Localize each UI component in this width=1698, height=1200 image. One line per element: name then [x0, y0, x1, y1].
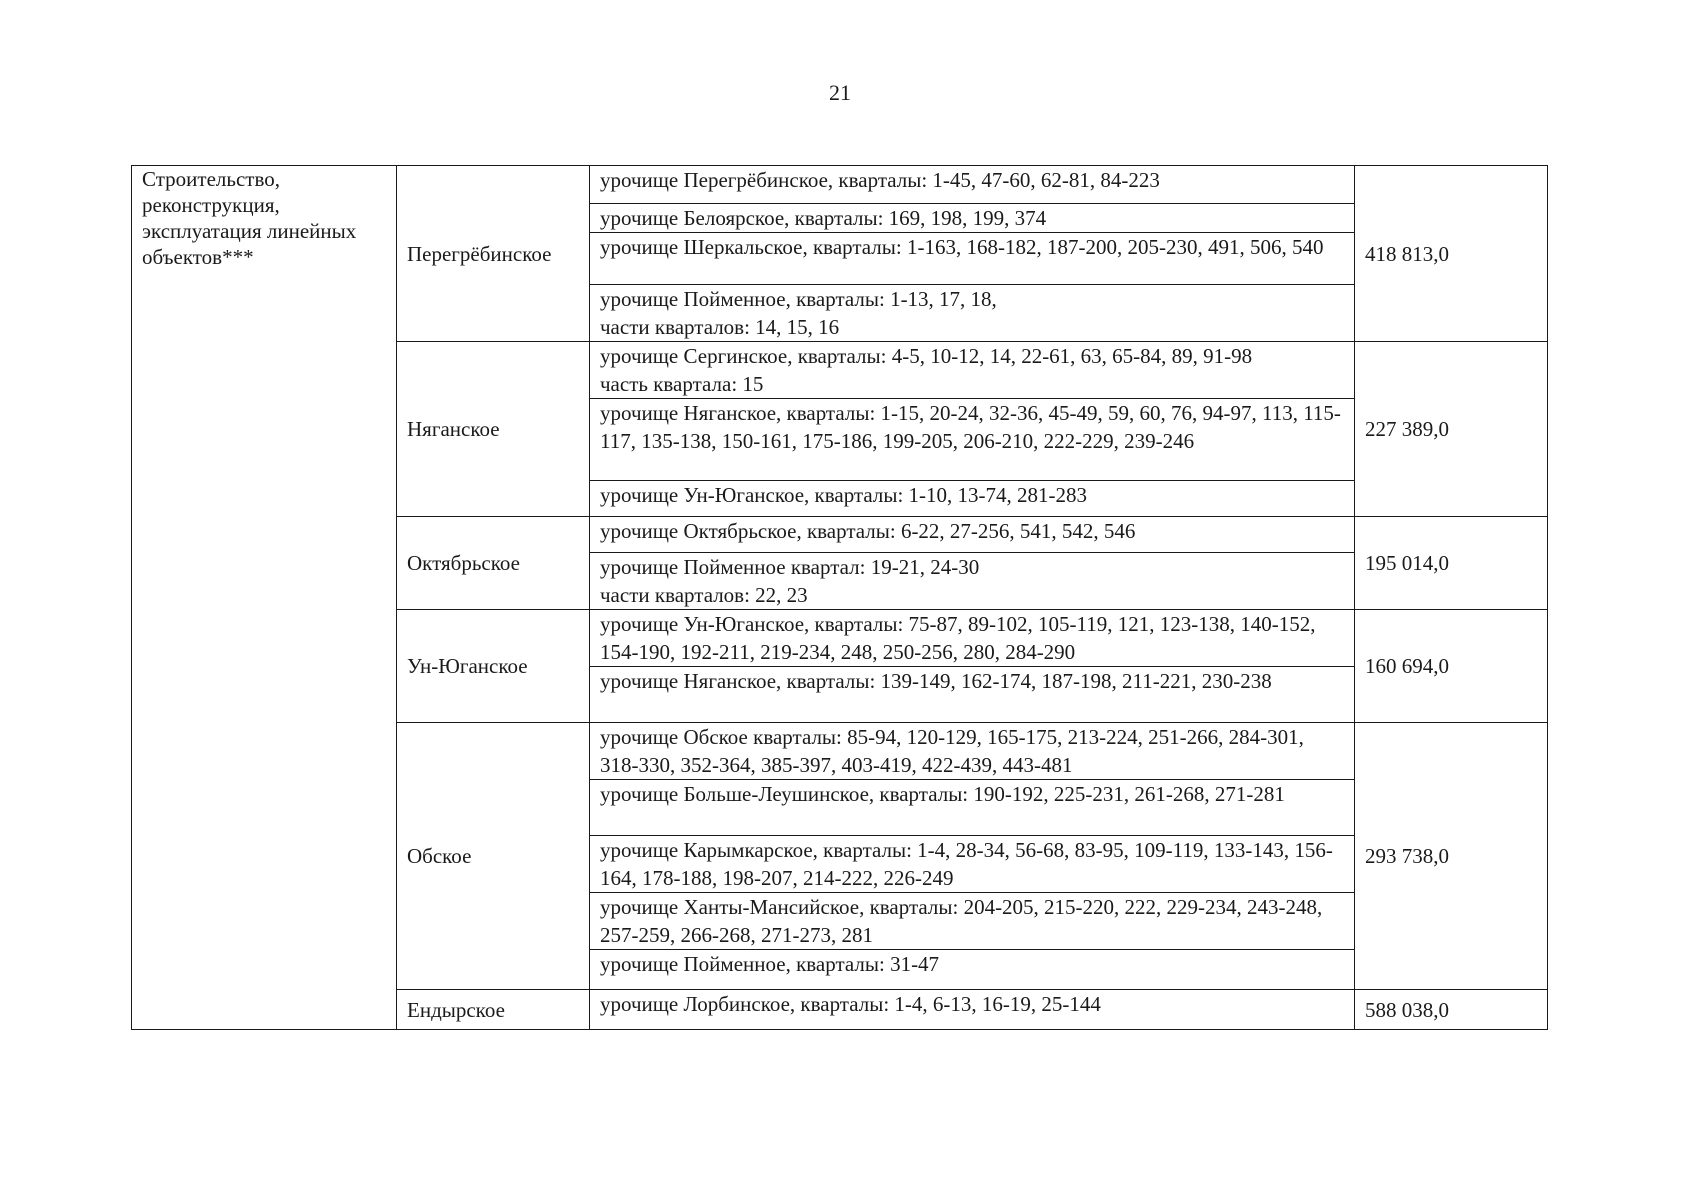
area-cell: 195 014,0 — [1355, 517, 1548, 610]
forestry-cell: Октябрьское — [397, 517, 590, 610]
page-number: 21 — [829, 80, 851, 105]
table-row — [132, 166, 1548, 204]
forestry-cell: Обское — [397, 723, 590, 990]
tract-cell: урочище Пойменное квартал: 19-21, 24-30 части кварталов: 22, 23 — [590, 553, 1355, 610]
purpose-cell: Строительство, реконструкция, эксплуатация линейных объектов*** — [132, 166, 397, 1030]
tract-cell: урочище Ун-Юганское, кварталы: 1-10, 13-74, 281-283 — [590, 481, 1355, 517]
tract-cell: урочище Шеркальское, кварталы: 1-163, 168-182, 187-200, 205-230, 491, 506, 540 — [590, 233, 1355, 285]
tract-cell: урочище Ханты-Мансийское, кварталы: 204-205, 215-220, 222, 229-234, 243-248, 257-259, 266-268, 271-273, 281 — [590, 893, 1355, 950]
tract-cell: урочище Белоярское, кварталы: 169, 198, 199, 374 — [590, 204, 1355, 233]
forestry-cell: Перегрёбинское — [397, 166, 590, 342]
tract-cell: урочище Карымкарское, кварталы: 1-4, 28-34, 56-68, 83-95, 109-119, 133-143, 156-164, 178-188, 198-207, 214-222, 226-249 — [590, 836, 1355, 893]
area-cell: 293 738,0 — [1355, 723, 1548, 990]
area-cell: 227 389,0 — [1355, 342, 1548, 517]
tract-cell: урочище Няганское, кварталы: 139-149, 162-174, 187-198, 211-221, 230-238 — [590, 667, 1355, 723]
tract-cell: урочище Сергинское, кварталы: 4-5, 10-12, 14, 22-61, 63, 65-84, 89, 91-98 часть квартала: 15 — [590, 342, 1355, 399]
area-cell: 160 694,0 — [1355, 610, 1548, 723]
tract-cell: урочище Няганское, кварталы: 1-15, 20-24, 32-36, 45-49, 59, 60, 76, 94-97, 113, 115-117, 135-138, 150-161, 175-186, 199-205, 206-210, 222-229, 239-246 — [590, 399, 1355, 481]
forestry-cell: Няганское — [397, 342, 590, 517]
area-cell: 588 038,0 — [1355, 990, 1548, 1030]
tract-cell: урочище Лорбинское, кварталы: 1-4, 6-13, 16-19, 25-144 — [590, 990, 1355, 1030]
forestry-cell: Ун-Юганское — [397, 610, 590, 723]
area-cell: 418 813,0 — [1355, 166, 1548, 342]
forest-use-table — [131, 165, 1548, 1030]
tract-cell: урочище Октябрьское, кварталы: 6-22, 27-256, 541, 542, 546 — [590, 517, 1355, 553]
tract-cell: урочище Пойменное, кварталы: 1-13, 17, 18, части кварталов: 14, 15, 16 — [590, 285, 1355, 342]
forestry-cell: Ендырское — [397, 990, 590, 1030]
tract-cell: урочище Перегрёбинское, кварталы: 1-45, 47-60, 62-81, 84-223 — [590, 166, 1355, 204]
tract-cell: урочище Больше-Леушинское, кварталы: 190-192, 225-231, 261-268, 271-281 — [590, 780, 1355, 836]
tract-cell: урочище Обское кварталы: 85-94, 120-129, 165-175, 213-224, 251-266, 284-301, 318-330, 352-364, 385-397, 403-419, 422-439, 443-481 — [590, 723, 1355, 780]
tract-cell: урочище Пойменное, кварталы: 31-47 — [590, 950, 1355, 990]
tract-cell: урочище Ун-Юганское, кварталы: 75-87, 89-102, 105-119, 121, 123-138, 140-152, 154-190, 192-211, 219-234, 248, 250-256, 280, 284-290 — [590, 610, 1355, 667]
